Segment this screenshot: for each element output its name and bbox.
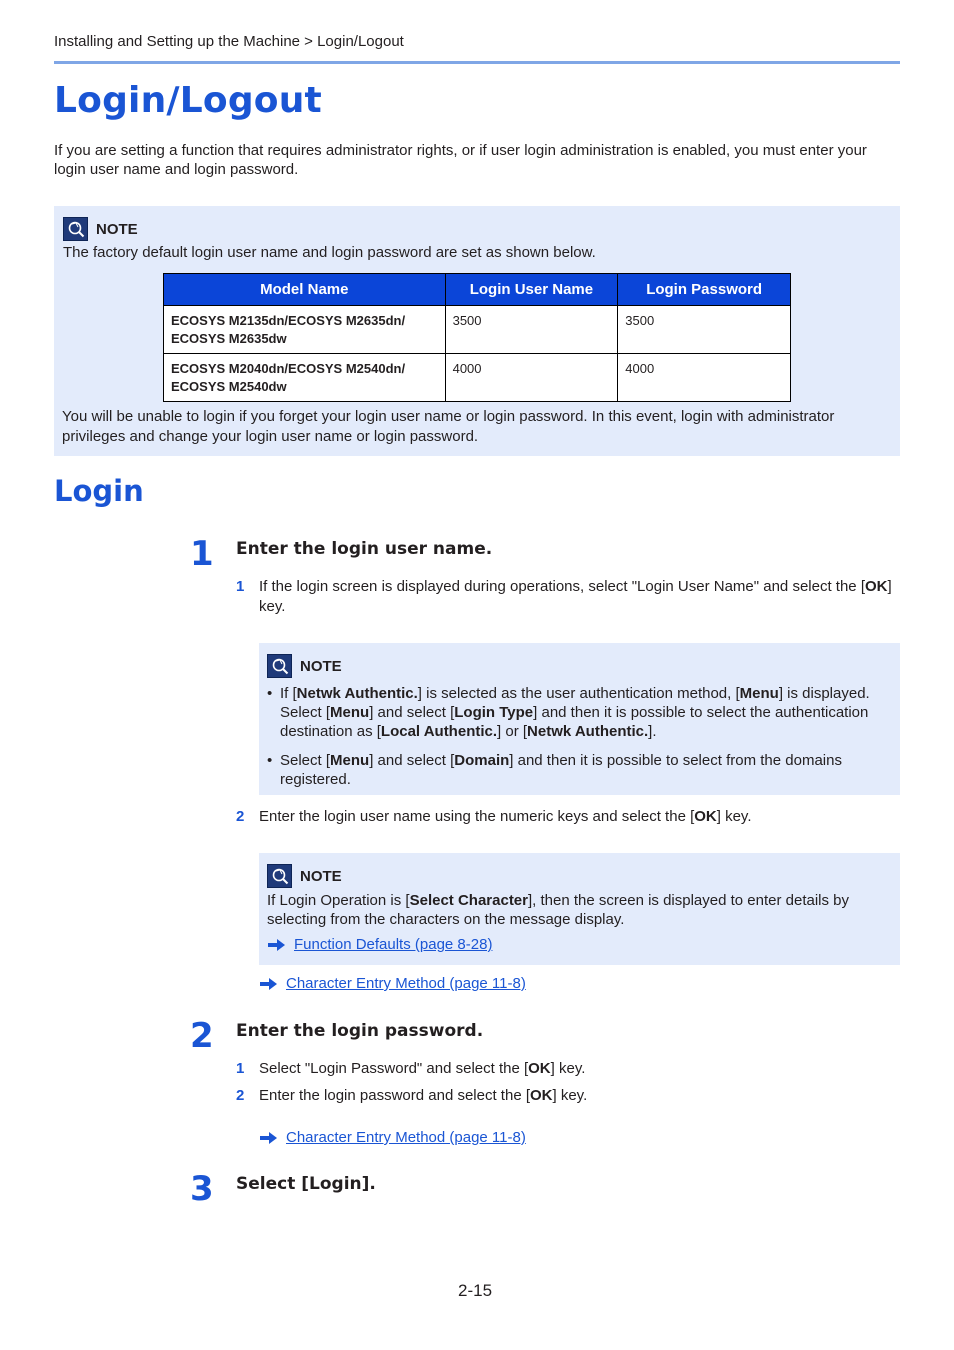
header-rule (54, 61, 900, 64)
cell-model: ECOSYS M2135dn/ECOSYS M2635dn/ ECOSYS M2635dw (164, 306, 446, 354)
note-header (267, 864, 892, 888)
note-label: NOTE (300, 657, 342, 675)
cell-password: 4000 (618, 354, 791, 402)
link-arrow-icon (259, 1131, 278, 1145)
default-credentials-table (163, 273, 791, 402)
step-title: Enter the login password. (236, 1021, 484, 1041)
link-arrow-icon (259, 977, 278, 991)
substep (236, 807, 900, 827)
list-item: • If [Netwk Authentic.] is selected as the user authentication method, [Menu] is displayed. Select [Menu] and select [Login Type] and then it is possible to select the authentication destination as [Local Authentic.] or [Netwk Authentic.]. (267, 684, 892, 741)
substep-number: 1 (236, 578, 245, 595)
note-box-authentication (259, 643, 900, 795)
link-character-entry-text[interactable]: Character Entry Method (page 11-8) (286, 1129, 526, 1146)
note-text: If Login Operation is [Select Character], then the screen is displayed to enter details by selecting from the characters on the message display. (267, 892, 850, 928)
step-title: Enter the login user name. (236, 539, 493, 559)
substep-number: 1 (236, 1060, 245, 1077)
substep-text: Enter the login user name using the numeric keys and select the [OK] key. (259, 808, 752, 825)
note-text: The factory default login user name and login password are set as shown below. (63, 244, 596, 261)
note-bullet-list (267, 684, 892, 789)
step-number: 1 (190, 534, 214, 574)
cell-password: 3500 (618, 306, 791, 354)
note-footer-text: You will be unable to login if you forget your login user name or login password. In this event, login with administrator privileges and change your login user name or login password. (62, 408, 835, 445)
list-item: • Select [Menu] and select [Domain] and then it is possible to select from the domains registered. (267, 751, 892, 789)
table-header-row (164, 274, 791, 306)
cell-user: 3500 (445, 306, 618, 354)
link-character-entry[interactable] (259, 1129, 526, 1146)
page-number: 2-15 (458, 1281, 493, 1300)
column-header-model: Model Name (164, 274, 446, 306)
page-title: Login/Logout (54, 80, 322, 121)
note-icon (267, 864, 292, 888)
link-character-entry-text[interactable]: Character Entry Method (page 11-8) (286, 975, 526, 992)
note-icon (267, 654, 292, 678)
substep-text: If the login screen is displayed during operations, select "Login User Name" and select the [OK] key. (259, 578, 892, 615)
note-header (267, 654, 892, 678)
breadcrumb: Installing and Setting up the Machine > Login/Logout (54, 33, 404, 50)
substep (236, 1059, 900, 1079)
column-header-user: Login User Name (445, 274, 618, 306)
substep (236, 1086, 900, 1106)
substep-number: 2 (236, 808, 245, 825)
link-character-entry[interactable] (259, 975, 526, 992)
bullet-text: If [Netwk Authentic.] is selected as the user authentication method, [Menu] is displayed. Select [Menu] and select [Login Type] and then it is possible to select the authentication destination as [Local Authentic.] or [Netwk Authentic.]. (280, 685, 870, 740)
cell-user: 4000 (445, 354, 618, 402)
substep (236, 577, 900, 617)
substep-text: Select "Login Password" and select the [OK] key. (259, 1060, 586, 1077)
step-number: 2 (190, 1016, 214, 1056)
intro-paragraph: If you are setting a function that requires administrator rights, or if user login administration is enabled, you must enter your login user name and login password. (54, 142, 867, 178)
note-header (63, 217, 891, 241)
step-number: 3 (190, 1169, 214, 1209)
link-function-defaults-text[interactable]: Function Defaults (page 8-28) (294, 936, 493, 953)
table-row (164, 354, 791, 402)
section-heading-login: Login (54, 474, 144, 508)
step-title: Select [Login]. (236, 1174, 376, 1194)
link-arrow-icon (267, 938, 286, 952)
note-label: NOTE (300, 867, 342, 885)
table-row (164, 306, 791, 354)
substep-text: Enter the login password and select the [OK] key. (259, 1087, 588, 1104)
cell-model: ECOSYS M2040dn/ECOSYS M2540dn/ ECOSYS M2540dw (164, 354, 446, 402)
note-label: NOTE (96, 220, 138, 238)
link-function-defaults[interactable] (267, 936, 492, 953)
column-header-password: Login Password (618, 274, 791, 306)
bullet-text: Select [Menu] and select [Domain] and then it is possible to select from the domains registered. (280, 752, 842, 788)
substep-number: 2 (236, 1087, 245, 1104)
note-icon (63, 217, 88, 241)
